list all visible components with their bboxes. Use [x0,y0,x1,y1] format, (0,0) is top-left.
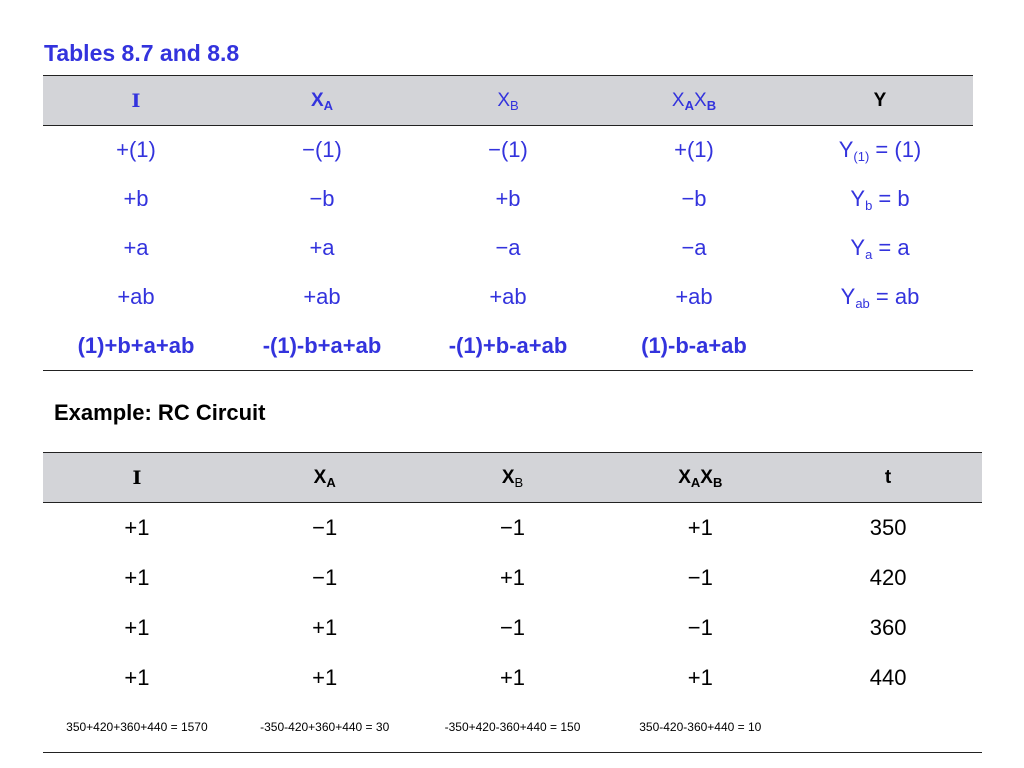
cell-xb: +b [495,186,521,211]
cell-xb: −1 [499,514,526,540]
header-t: t [884,466,892,488]
cell-y: $Y_{(1)} = (1)$ [838,137,922,165]
sum-xb: -350+420-360+440 = 150 [444,720,581,735]
page-title: Tables 8.7 and 8.8 [44,40,240,66]
cell-xb: +ab [489,284,527,309]
cell-xa: +1 [312,614,338,640]
cell-xb: −1 [499,614,526,640]
cell-xa: −1 [312,564,338,590]
sum-y [787,322,973,371]
cell-i: +ab [117,284,155,309]
header-xa: $X_A$ [313,466,336,490]
table-header-row [43,76,973,126]
sum-xa: -(1)-b+a+ab [262,332,382,358]
cell-xa: −b [309,186,335,211]
cell-xaxb: +1 [687,664,713,690]
table-header-row [43,453,982,503]
cell-t: 440 [869,664,907,690]
cell-t: 360 [869,614,907,640]
cell-xa: +ab [303,284,341,309]
cell-i: +b [123,186,149,211]
table-row [43,653,982,703]
table-row [43,553,982,603]
sum-row [43,322,973,371]
cell-xaxb: −b [681,186,707,211]
cell-t: 420 [869,564,907,590]
cell-i: +a [123,235,149,260]
cell-i: +1 [124,614,150,640]
cell-i: +1 [124,664,150,690]
table-row [43,126,973,175]
sum-i: (1)+b+a+ab [77,332,195,358]
cell-xaxb: −1 [687,564,713,590]
header-xaxb: $X_AX_B$ [678,466,723,490]
section-subtitle: Example: RC Circuit [54,400,266,425]
cell-xaxb: −1 [687,614,713,640]
cell-xb: −a [495,235,521,260]
sum-xa: -350-420+360+440 = 30 [260,720,390,735]
sum-xb: -(1)+b-a+ab [448,332,568,358]
cell-y: $Y_{ab}$ = ab [840,284,920,311]
sum-row [43,703,982,753]
cell-xa: −(1) [302,137,342,163]
cell-xaxb: +(1) [674,137,714,163]
cell-xb: −(1) [488,137,528,163]
cell-xaxb: −a [681,235,707,260]
header-xb: $X_B$ [501,466,524,490]
cell-xa: +a [309,235,335,260]
table-row [43,273,973,322]
table-row [43,175,973,224]
header-i: I [132,466,142,489]
header-i: I [131,89,141,112]
sum-i: 350+420+360+440 = 1570 [66,720,208,735]
sum-xaxb: 350-420-360+440 = 10 [639,720,762,735]
cell-xb: +1 [499,664,526,690]
header-xb: $X_B$ [497,89,519,113]
header-xaxb: $X_AX_B$ [671,89,717,113]
cell-xa: +1 [312,664,338,690]
header-xa: $X_A$ [310,89,334,113]
rc-circuit-table [43,452,982,753]
cell-i: +1 [124,514,150,540]
header-y: Y [873,89,887,111]
cell-i: +(1) [116,137,156,163]
cell-xaxb: +1 [687,514,713,540]
cell-xb: +1 [499,564,526,590]
cell-y: $Y_a = a$ [850,235,910,262]
effects-table [43,75,973,371]
sum-t [794,703,982,753]
table-row [43,603,982,653]
cell-xaxb: +ab [675,284,713,309]
sum-xaxb: (1)-b-a+ab [641,332,747,358]
cell-y: $Y_b = b$ [850,186,910,213]
cell-i: +1 [124,564,150,590]
table-row [43,503,982,553]
table-row [43,224,973,273]
cell-xa: −1 [312,514,338,540]
cell-t: 350 [869,514,907,540]
